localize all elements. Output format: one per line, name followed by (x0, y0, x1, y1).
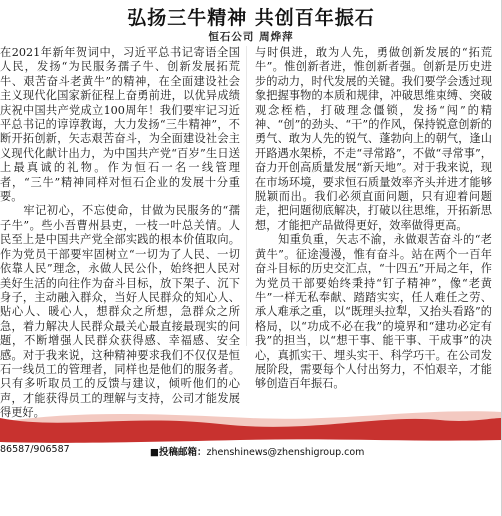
footer-email-block (150, 444, 364, 458)
footer-phone: 86587/906587 (0, 444, 70, 455)
decorative-red-wave (0, 400, 502, 450)
right-column-text: 与时俱进，敢为人先，勇做创新发展的“拓荒牛”。惟创新者进，惟创新者强。创新是历史进步的动力，时代发展的关键。我们要学会透过现象把握事物的本质和规律，冲破思维束缚、突破观念桎梏，打破理念僵锁，发扬“闯”的精神、“创”的劲头、“干”的作风，保持锐意创新的勇气、敢为人先的锐气、蓬勃向上的朝气，逢山开路遇水架桥，不走“寻常路”，不做“寻常事”，奋力开创高质量发展“新天地”。对于我来说，现在市场环境，要求恒石质量效率齐头并进才能够脱颖而出。我们必须直面问题，只有迎着问题走，把问题彻底解决，打破以往思维，开拓新思想，才能把产品做得更好，效率做得更高。 知重负重，矢志不渝，永做艰苦奋斗的“老黄牛”。征途漫漫，惟有奋斗。站在两个一百年奋斗目标的历史交汇点，“十四五”开局之年，作为党员干部要始终秉持“钉子精神”，像“老黄牛”一样无私奉献、踏踏实实，任人难任之劳、承人难承之重，以“既理头拉犁，又抬头看路”的格局，以“功成不必在我”的境界和“建功必定有我”的担当，以“想干事、能干事、干成事”的决心，真抓实干、埋头实干、科学巧干。在公司发展阶段，需要每个人付出努力，不怕艰辛，才能够创造百年振石。 (255, 46, 492, 391)
page-footer (0, 444, 502, 456)
footer-email-address[interactable]: zhenshinews@zhenshigroup.com (206, 447, 365, 458)
article-column-left (0, 46, 240, 420)
footer-email-label: ■投稿邮箱： (150, 447, 207, 458)
column-divider (246, 46, 247, 346)
article-column-right (255, 46, 492, 391)
article-headline: 弘扬三牛精神 共创百年振石 (127, 7, 375, 29)
article-byline: 恒石公司 周烨萍 (208, 31, 294, 43)
left-column-text: 在2021年新年贺词中，习近平总书记寄语全国人民，发扬“为民服务孺子牛、创新发展拓荒牛、艰苦奋斗老黄牛”的精神，在全面建设社会主义现代化国家新征程上奋勇前进，以优异成绩庆祝中国共产党成立100周年！我们要牢记习近平总书记的谆谆教诲，大力发扬“三牛精神”，不断开拓创新，矢志艰苦奋斗，为全面建设社会主义现代化献计出力，为中国共产党“百岁”生日送上最真诚的礼物。作为恒石一名一线管理者，“三牛”精神同样对恒石企业的发展十分重要。 牢记初心，不忘使命，甘做为民服务的“孺子牛”。些小吾曹州县吏，一枝一叶总关情。人民至上是中国共产党全部实践的根本价值取向。作为党员干部要牢固树立“一切为了人民、一切依靠人民”理念，永做人民公仆，始终把人民对美好生活的向往作为奋斗目标，放下架子、沉下身子，主动融入群众，当好人民群众的知心人、贴心人、暖心人，想群众之所想，急群众之所急，着力解决人民群众最关心最直接最现实的问题，不断增强人民群众获得感、幸福感、安全感。对于我来说，这种精神要求我们不仅仅是恒石一线员工的管理者，同样也是他们的服务者。只有多听取员工的反馈与建议，倾听他们的心声，才能获得员工的理解与支持，公司才能发展得更好。 (0, 46, 240, 420)
